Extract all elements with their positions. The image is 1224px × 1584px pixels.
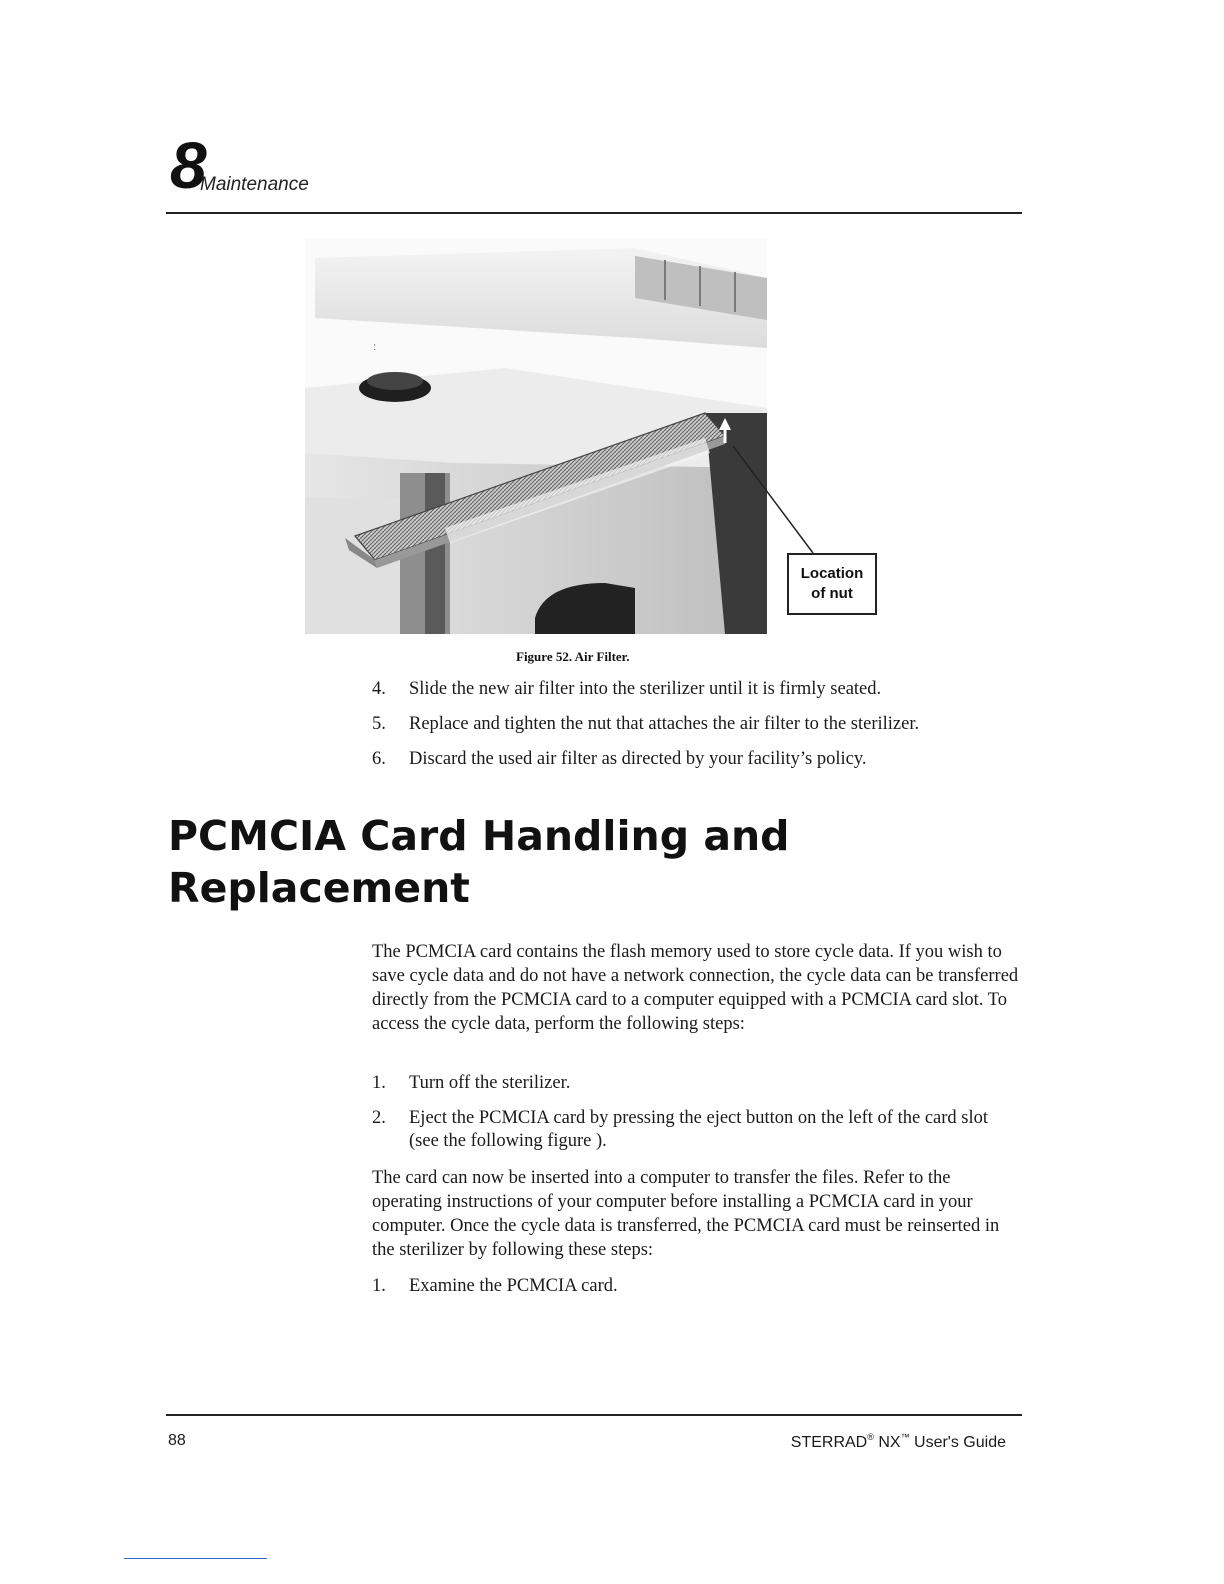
step-number: 1. (372, 1276, 386, 1296)
step-number: 2. (372, 1108, 386, 1128)
step-text: Discard the used air filter as directed by your facility’s policy. (409, 749, 867, 769)
figure-caption: Figure 52. Air Filter. (516, 649, 630, 664)
chapter-title: Maintenance (200, 174, 309, 195)
registered-mark: ® (867, 1432, 874, 1442)
step-text: Replace and tighten the nut that attaches the air filter to the sterilizer. (409, 714, 920, 734)
callout-line1: Location (800, 565, 864, 582)
doc-title-model: NX (878, 1434, 901, 1451)
step-text: Turn off the sterilizer. (409, 1073, 571, 1093)
step-text: Eject the PCMCIA card by pressing the eject button on the left of the card slot (see the following figure ). (409, 1108, 989, 1151)
section-heading (168, 810, 988, 914)
section-heading-line2: Replacement (168, 864, 470, 912)
step-text: Examine the PCMCIA card. (409, 1276, 618, 1296)
list-item (372, 1107, 1012, 1153)
list-item (372, 1275, 1012, 1298)
list-item (372, 1072, 1012, 1095)
doc-title-rest: User's Guide (914, 1434, 1006, 1451)
transfer-paragraph: The card can now be inserted into a computer to transfer the files. Refer to the operating instructions of your computer before installing a PCMCIA card in your computer. Once the cycle data is transferred, the PCMCIA card must be reinserted in the sterilizer by following these steps: (372, 1168, 1000, 1260)
page-number: 88 (168, 1432, 186, 1449)
location-of-nut-callout (787, 553, 877, 615)
intro-paragraph: The PCMCIA card contains the flash memory used to store cycle data. If you wish to save cycle data and do not have a network connection, the cycle data can be transferred directly from the PCMCIA card to a computer equipped with a PCMCIA card slot. To access the cycle data, perform the following steps: (372, 942, 1019, 1034)
step-text: Slide the new air filter into the sterilizer until it is firmly seated. (409, 679, 882, 699)
doc-title-brand: STERRAD (790, 1434, 868, 1451)
svg-text:ː: ː (373, 339, 377, 353)
document-title (791, 1432, 1006, 1452)
trademark-mark: ™ (900, 1432, 910, 1442)
step-number: 5. (372, 714, 386, 734)
bottom-link-underline (124, 1558, 267, 1559)
list-item (372, 748, 1012, 771)
list-item (372, 713, 1012, 736)
section-heading-line1: PCMCIA Card Handling and (168, 812, 790, 860)
step-number: 6. (372, 749, 386, 769)
callout-line2: of nut (811, 585, 853, 602)
header-divider (166, 212, 1022, 214)
air-filter-photo (305, 238, 767, 634)
step-number: 1. (372, 1073, 386, 1093)
chapter-number: 8 (170, 128, 207, 202)
list-item (372, 678, 1012, 701)
footer-divider (166, 1414, 1022, 1416)
step-number: 4. (372, 679, 386, 699)
